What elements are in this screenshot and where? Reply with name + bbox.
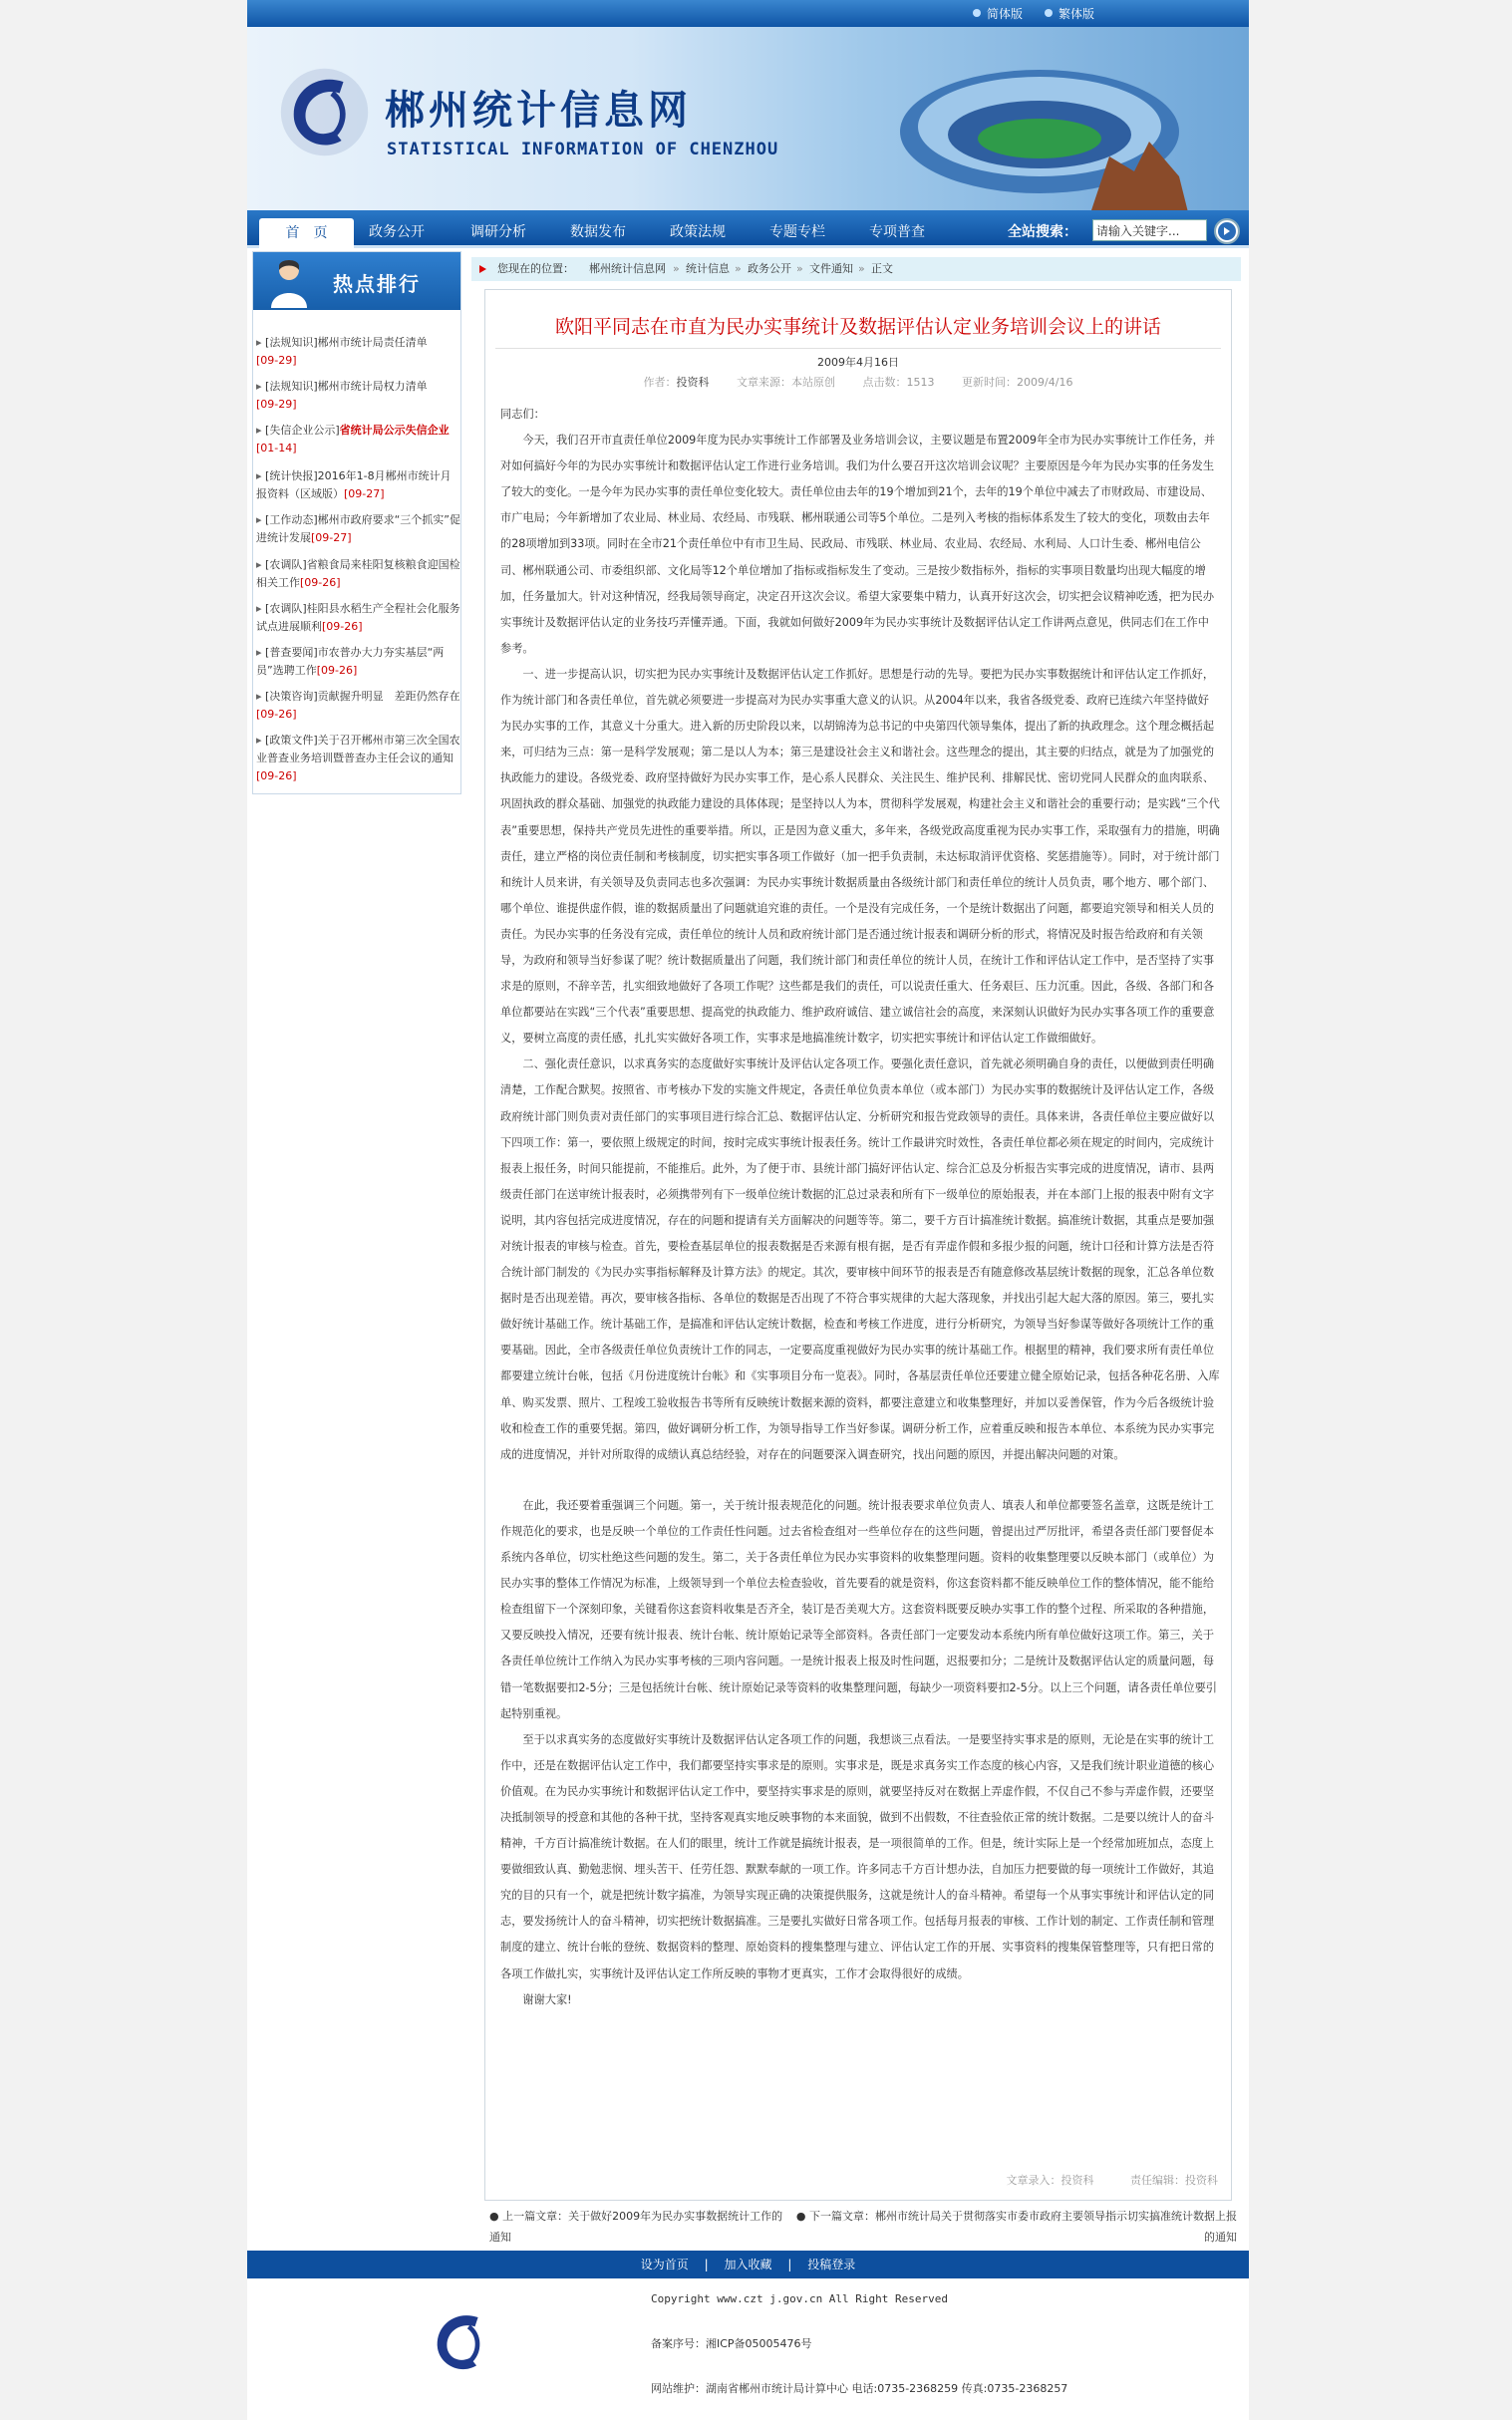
article-body [500,402,1220,2013]
salutation: 同志们： [500,408,545,421]
updated-label: 更新时间： [962,376,1018,389]
separator-icon: » [858,262,865,275]
news-date: [09-26] [256,708,297,721]
nav-item-government-affairs[interactable]: 政务公开 [369,224,425,240]
hits-label: 点击数： [862,376,907,389]
next-label: 下一篇文章： [809,2210,875,2223]
prev-label: 上一篇文章： [502,2210,569,2223]
traditional-link[interactable]: 繁体版 [1058,7,1095,21]
updated-value: 2009/4/16 [1017,376,1073,389]
top-bar [247,0,1249,27]
search-icon [1216,220,1238,242]
divider: | [704,2258,709,2271]
paragraph-gap [500,1468,1220,1493]
hot-news-item[interactable] [256,644,460,680]
breadcrumb [471,257,1241,281]
hot-news-item[interactable] [256,732,460,785]
next-article-link[interactable]: 郴州市统计局关于贯彻落实市委市政府主要领导指示切实搞准统计数据上报的通知 [875,2210,1237,2244]
editor-value: 投资科 [1185,2174,1218,2187]
article-date: 2009年4月16日 [817,356,899,369]
prev-article [489,2206,788,2248]
news-date: [09-27] [311,531,352,544]
news-date: [01-14] [256,442,297,454]
stadium-image [890,47,1189,210]
news-title[interactable]: [决策咨询]贡献握升明显 差距仍然存在 [265,690,460,703]
nav-item-data-release[interactable]: 数据发布 [570,224,626,240]
divider: | [787,2258,792,2271]
site-subtitle: STATISTICAL INFORMATION OF CHENZHOU [387,140,779,159]
next-article [793,2206,1237,2248]
arrow-icon: ▸ [256,602,266,615]
article-meta [485,374,1231,390]
separator-icon: » [735,262,742,275]
arrow-icon: ▸ [256,734,266,747]
arrow-icon: ▸ [256,558,266,571]
site-logo-icon [277,65,372,159]
page-container [247,0,1249,2420]
footer [247,2278,1249,2420]
news-title[interactable]: [政策文件]关于召开郴州市第三次全国农业普查业务培训暨普查办主任会议的通知 [256,734,460,764]
bullet-icon [973,9,981,17]
article-credits [485,2172,1218,2188]
closing: 谢谢大家! [522,1992,572,2006]
prev-article-link[interactable]: 关于做好2009年为民办实事数据统计工作的通知 [489,2210,783,2244]
source-label: 文章来源： [737,376,792,389]
breadcrumb-prefix: 您现在的位置： [497,262,574,275]
header-banner [247,27,1249,210]
bullet-icon [1045,9,1053,17]
article-paragraph: 至于以求真实务的态度做好实事统计及数据评估认定各项工作的问题，我想谈三点看法。一是要坚持实事求是的原则，无论是在实事的统计工作中，还是在数据评估认定工作中，我们都要坚持实事求是的原则。实事求是，既是求真务实工作态度的核心内容，又是我们统计职业道德的核心价值观。在为民办实事统计和数据评估认定工作中，要坚持实事求是的原则，就要坚持反对在数据上弄虚作假，不仅自己不参与弄虚作假，还要坚决抵制领导的授意和其他的各种干扰，坚持客观真实地反映事物的本来面貌，做到不出假数，不往查验依正常的统计数据。二是要以统计人的奋斗精神，千方百计搞准统计数据。在人们的眼里，统计工作就是搞统计报表，是一项很简单的工作。但是，统计实际上是一个经常加班加点，态度上要做细致认真、勤勉悲悯、埋头苦干、任劳任怨、默默奉献的一项工作。许多同志千方百计想办法，自加压力把要做的每一项统计工作做好，其追究的目的只有一个，就是把统计数字搞准，为领导实现正确的决策提供服务，这就是统计人的奋斗精神。希望每一个从事实事统计和评估认定的同志，要发扬统计人的奋斗精神，切实把统计数据搞准。三是要扎实做好日常各项工作。包括每月报表的审核、工作计划的制定、工作责任制和管理制度的建立、统计台帐的登统、数据资料的整理、原始资料的搜集整理与建立、评估认定工作的开展、实事资料的搜集保管整理等，只有把日常的各项工作做扎实，实事统计及评估认定工作所反映的事物才更真实，工作才会取得很好的成绩。 [500,1732,1215,1980]
news-date: [09-26] [322,620,363,633]
arrow-icon: ▸ [256,336,266,349]
article-paragraph: 在此，我还要着重强调三个问题。第一，关于统计报表规范化的问题。统计报表要求单位负责人、填表人和单位都要签名盖章，这既是统计工作规范化的要求，也是反映一个单位的工作责任性问题。过去省检查组对一些单位存在的这些问题，曾提出过严厉批评，希望各责任部门要督促本系统内各单位，切实杜绝这些问题的发生。第二，关于各责任单位为民办实事资料的收集整理问题。资料的收集整理要以反映本部门（或单位）为民办实事的整体工作情况为标准，上级领导到一个单位去检查验收，首先要看的就是资料，你这套资料都不能反映单位工作的整体情况，能不能给检查组留下一个深刻印象，关键看你这套资料收集是否齐全，装订是否美观大方。这套资料既要反映办实事工作的整个过程、所采取的各种措施，又要反映投入情况，还要有统计报表、统计台帐、统计原始记录等全部资料。各责任部门一定要发动本系统内所有单位做好这项工作。第三，关于各责任单位统计工作纳入为民办实事考核的三项内容问题。一是统计报表上报及时性问题，迟报要扣分；二是统计及数据评估认定的质量问题，每错一笔数据要扣2-5分；三是包括统计台帐、统计原始记录等资料的收集整理问题，每缺少一项资料要扣2-5分。以上三个问题，请各责任单位要引起特别重视。 [500,1498,1217,1720]
arrow-icon: ▸ [256,380,266,393]
news-title[interactable]: [统计快报]2016年1-8月郴州市统计月报资料（区域版） [256,469,452,500]
title-divider [495,348,1221,349]
news-date: [09-29] [256,354,297,367]
news-date: [09-27] [344,487,385,500]
entry-label: 文章录入： [1006,2174,1061,2187]
article [484,289,1232,2201]
sidebar-header [253,252,460,310]
article-title: 欧阳平同志在市直为民办实事统计及数据评估认定业务培训会议上的讲话 [554,316,1161,338]
author-value: 投资科 [676,376,710,389]
news-date: [09-29] [256,398,297,411]
news-title[interactable]: [失信企业公示] [265,424,340,437]
red-arrow-icon [479,265,486,273]
hot-news-item[interactable] [256,334,460,370]
breadcrumb-stat-info[interactable]: 统计信息 [686,262,730,275]
hot-news-item[interactable] [256,600,460,636]
news-title-highlight[interactable]: 省统计局公示失信企业 [339,424,450,437]
hot-news-item[interactable] [256,688,460,724]
bullet-icon: ● [489,2210,503,2223]
news-title[interactable]: [普查要闻]市农普办大力夯实基层“两员”选聘工作 [256,646,445,677]
news-date: [09-26] [300,576,341,589]
bullet-icon: ● [795,2210,809,2223]
copyright: Copyright www.czt j.gov.cn All Right Reserved [651,2292,949,2305]
news-date: [09-26] [256,769,297,782]
news-title[interactable]: [农调队]省粮食局来桂阳复核粮食迎国检相关工作 [256,558,460,589]
news-title[interactable]: [法规知识]郴州市统计局权力清单 [265,380,428,393]
arrow-icon: ▸ [256,469,266,482]
maintainer-info: 网站维护：湖南省郴州市统计局计算中心 电话:0735-2368259 传真:0735-2368257 [651,2382,1068,2395]
sidebar-title: 热点排行 [333,272,421,296]
main-nav [247,210,1249,248]
breadcrumb-notices[interactable]: 文件通知 [809,262,853,275]
editor-label: 责任编辑： [1130,2174,1185,2187]
hot-news-item[interactable] [256,511,460,547]
arrow-icon: ▸ [256,646,266,659]
simplified-link[interactable]: 简体版 [987,7,1024,21]
hot-news-item[interactable] [256,422,460,457]
news-date: [09-26] [316,664,358,677]
nav-item-special-topics[interactable]: 专题专栏 [769,224,825,240]
news-title[interactable]: [工作动态]郴州市政府要求“三个抓实”促进统计发展 [256,513,461,544]
hits-value: 1513 [906,376,935,389]
icp-number: 备案序号：湘ICP备05005476号 [651,2337,812,2350]
news-title[interactable]: [农调队]桂阳县水稻生产全程社会化服务试点进展顺利 [256,602,460,633]
nav-item-research[interactable]: 调研分析 [470,224,526,240]
entry-value: 投资科 [1060,2174,1094,2187]
author-label: 作者： [643,376,677,389]
article-paragraph: 一、进一步提高认识，切实把为民办实事统计及数据评估认定工作抓好。思想是行动的先导。要把为民办实事数据统计和评估认定工作抓好，作为统计部门和各责任单位，首先就必须要进一步提高对为民办实事重大意义的认识。从2004年以来，我省各级党委、政府已连续六年坚持做好为民办实事的工作，其意义十分重大。进入新的历史阶段以来，以胡锦涛为总书记的中央第四代领导集体，提出了新的执政理念。这个理念概括起来，可归结为三点：第一是科学发展观；第二是以人为本；第三是建设社会主义和谐社会。这些理念的提出，其主要的归结点，就是为了加强党的执政能力的建设。各级党委、政府坚持做好为民办实事工作，是心系人民群众、关注民生、维护民利、排解民忧、密切党同人民群众的血肉联系、巩固执政的群众基础、加强党的执政能力建设的具体体现；是坚持以人为本，贯彻科学发展观，构建社会主义和谐社会的重要行动；是实践“三个代表”重要思想，保持共产党员先进性的重要举措。所以，正是因为意义重大，多年来，各级党政高度重视为民办实事工作，采取强有力的措施，明确责任，建立严格的岗位责任制和考核制度，切实把实事各项工作做好（加一把手负责制，未达标取消评优资格、奖惩措施等）。同时，对于统计部门和统计人员来讲，有关领导及负责同志也多次强调：为民办实事统计数据质量由各级统计部门和责任单位的统计人员负责，哪个地方、哪个部门、哪个单位、谁提供虚作假，谁的数据质量出了问题就追究谁的责任。一个是没有完成任务，一个是统计数据出了问题，都要追究领导和相关人员的责任。为民办实事的任务没有完成，责任单位的统计人员和政府统计部门是否通过统计报表和调研分析的形式，将情况及时报告给政府和有关领导，为政府和领导当好参谋了呢？统计数据质量出了问题，我们统计部门和责任单位的统计人员，在统计工作和评估认定工作中，是否坚持了实事求是的原则，不辞辛苦，扎实细致地做好了各项工作呢？这些都是我们的责任，可以说责任重大、任务艰巨、压力沉重。因此，各级、各部门和各单位都要站在实践“三个代表”重要思想、提高党的执政能力、维护政府诚信、建立诚信社会的高度，来深刻认识做好为民办实事各项工作的重要意义，要树立高度的责任感，扎扎实实做好各项工作，实事求是地搞准统计数字，切实把实事统计和评估认定工作做细做好。 [500,667,1220,1046]
breadcrumb-gov-affairs[interactable]: 政务公开 [748,262,791,275]
arrow-icon: ▸ [256,690,266,703]
arrow-icon: ▸ [256,424,266,437]
news-title[interactable]: [法规知识]郴州市统计局责任清单 [265,336,428,349]
article-paragraph: 今天，我们召开市直责任单位2009年度为民办实事统计工作部署及业务培训会议，主要议题是布置2009年全市为民办实事统计工作任务，并对如何搞好今年的为民办实事统计和数据评估认定工作进行业务培训。我们为什么要召开这次培训会议呢？主要原因是今年为民办实事的任务发生了较大的变化。一是今年为民办实事的责任单位变化较大。责任单位由去年的19个增加到21个，去年的19个单位中减去了市财政局、市建设局、市广电局；今年新增加了农业局、林业局、农经局、市残联、郴州联通公司等5个单位。二是列入考核的指标体系发生了较大的变化，项数由去年的28项增加到33项。同时在全市21个责任单位中有市卫生局、民政局、市残联、林业局、农业局、农经局、水利局、人口计生委、郴州电信公司、郴州联通公司、市委组织部、文化局等12个单位增加了指标或指标发生了变动。三是按少数指标外，指标的实事项目数量均出现大幅度的增加，任务量加大。针对这种情况，经我局领导商定，决定召开这次会议。希望大家要集中精力，认真开好这次会，切实把会议精神吃透，把为民办实事统计及数据评估认定的业务技巧弄懂弄通。下面，我就如何做好2009年为民办实事统计及数据评估认定工作讲两点意见，供同志们在工作中参考。 [500,434,1216,655]
site-title: 郴州统计信息网 [385,88,692,134]
hot-ranking-sidebar [252,251,461,794]
hot-news-item[interactable] [256,467,460,503]
article-paragraph: 二、强化责任意识，以求真务实的态度做好实事统计及评估认定各项工作。要强化责任意识，首先就必须明确自身的责任，以便做到责任明确清楚，工作配合默契。按照省、市考核办下发的实施文件规定，各责任单位负责本单位（或本部门）为民办实事的数据统计及评估认定工作，各级政府统计部门则负责对责任部门的实事项目进行综合汇总、数据评估认定、分析研究和报告党政领导的责任。具体来讲，各责任单位主要应做好以下四项工作：第一，要依照上级规定的时间，按时完成实事统计报表任务。统计工作最讲究时效性，各责任单位都必须在规定的时间内，完成统计报表上报任务，时间只能提前，不能推后。此外，为了便于市、县统计部门搞好评估认定、综合汇总及分析报告实事完成的进度情况，请市、县两级责任部门在送审统计报表时，必须携带列有下一级单位统计数据的汇总过录表和所有下一级单位的原始报表，并在本部门上报的报表中附有文字说明，其内容包括完成进度情况，存在的问题和提请有关方面解决的问题等等。第二，要千方百计搞准统计数据。搞准统计数据，其重点是要加强对统计报表的审核与检查。首先，要检查基层单位的报表数据是否来源有根有据，是否有弄虚作假和多报少报的问题，统计口径和计算方法是否符合统计部门制发的《为民办实事指标解释及计算方法》的规定。其次，要审核中间环节的报表是否有随意修改基层统计数据的现象，汇总各单位数据时是否出现差错。再次，要审核各指标、各单位的数据是否出现了不符合事实规律的大起大落现象，并找出引起大起大落的原因。第三，要扎实做好统计基础工作。统计基础工作，是搞准和评估认定统计数据，检查和考核工作进度，进行分析研究，为领导当好参谋等做好各项统计工作的重要基础。因此，全市各级责任单位负责统计工作的同志，一定要高度重视做好为民办实事的统计基础工作。根据里的精神，我们要求所有责任单位都要建立统计台帐，包括《月份进度统计台帐》和《实事项目分布一览表》。同时，各基层责任单位还要建立健全原始记录，包括各种花名册、入库单、购买发票、照片、工程竣工验收报告书等所有反映统计数据来源的资料，都要注意建立和收集整理好，并加以妥善保管，作为今后各级统计验收和检查工作的重要凭据。第四，做好调研分析工作，为领导指导工作当好参谋。调研分析工作，应着重反映和报告本单位、本系统为民办实事完成的进度情况，并针对所取得的成绩认真总结经验，对存在的问题要深入调查研究，找出问题的原因，并提出解决问题的对策。 [500,1058,1220,1461]
nav-item-policy[interactable]: 政策法规 [670,224,726,240]
add-favorite-link[interactable]: 加入收藏 [724,2258,772,2271]
breadcrumb-home[interactable]: 郴州统计信息网 [589,262,666,275]
source-value: 本站原创 [791,376,836,389]
search-button[interactable] [1214,218,1240,244]
reader-icon [265,256,313,308]
search-input[interactable] [1092,219,1207,241]
separator-icon: » [796,262,803,275]
nav-item-census[interactable]: 专项普查 [869,224,925,240]
nav-item-home[interactable]: 首 页 [259,218,354,248]
hot-news-item[interactable] [256,556,460,592]
arrow-icon: ▸ [256,513,266,526]
breadcrumb-current: 正文 [871,262,893,275]
footer-nav [247,2251,1249,2278]
set-homepage-link[interactable]: 设为首页 [640,2258,689,2271]
submit-login-link[interactable]: 投稿登录 [807,2258,856,2271]
search-label: 全站搜索： [1008,224,1077,240]
footer-logo-icon [422,2303,503,2381]
hot-news-item[interactable] [256,378,460,414]
separator-icon: » [673,262,680,275]
